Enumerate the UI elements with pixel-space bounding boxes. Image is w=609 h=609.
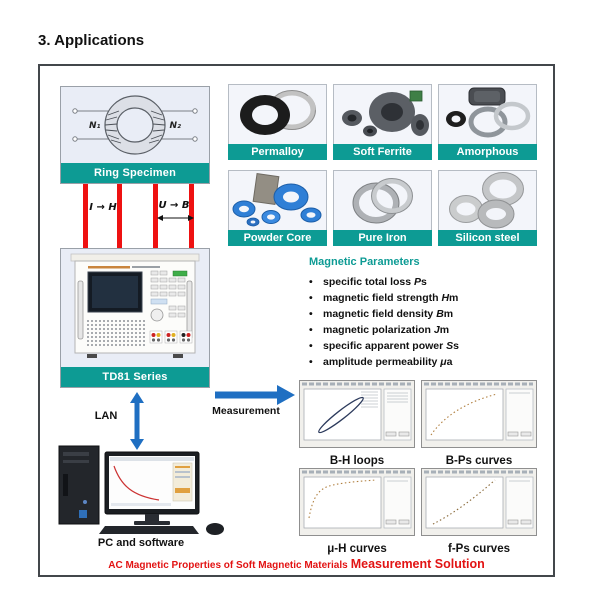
material-card-powder-core bbox=[228, 170, 327, 246]
winding-n2-label: N₂ bbox=[169, 121, 181, 131]
material-label: Silicon steel bbox=[438, 230, 537, 246]
parameter-text: magnetic field density bbox=[323, 308, 437, 320]
material-card-permalloy bbox=[228, 84, 327, 160]
chart-fps-curves bbox=[421, 468, 537, 555]
connection-line-2 bbox=[117, 184, 122, 248]
lan-arrow-icon bbox=[129, 392, 145, 450]
material-card-soft-ferrite bbox=[333, 84, 432, 160]
chart-caption: f-Ps curves bbox=[447, 543, 510, 555]
page-title: 3. Applications bbox=[38, 32, 145, 49]
footer-prefix: AC Magnetic Properties of Soft Magnetic Materials bbox=[108, 560, 348, 571]
parameters-heading: Magnetic Parameters bbox=[309, 256, 420, 268]
steel-cores-icon bbox=[439, 171, 536, 229]
ring-specimen-drawing bbox=[61, 87, 209, 163]
ring-specimen-label: Ring Specimen bbox=[61, 163, 209, 183]
lan-label: LAN bbox=[94, 410, 118, 422]
parameter-item bbox=[309, 308, 549, 320]
muh-curve-thumbnail-icon bbox=[299, 468, 415, 536]
parameter-symbol: B bbox=[436, 308, 444, 320]
connection-line-1 bbox=[83, 184, 88, 248]
amorphous-photo bbox=[438, 84, 537, 144]
powder-core-photo bbox=[228, 170, 327, 230]
double-arrow-icon bbox=[157, 214, 194, 222]
material-card-amorphous bbox=[438, 84, 537, 160]
chart-caption: B-H loops bbox=[329, 455, 385, 467]
parameter-item bbox=[309, 292, 549, 304]
ring-specimen-panel bbox=[60, 86, 210, 184]
parameter-subscript: s bbox=[453, 340, 459, 352]
chart-muh-curves bbox=[299, 468, 415, 555]
permalloy-rings-icon bbox=[229, 85, 326, 143]
chart-caption: B-Ps curves bbox=[445, 455, 513, 467]
material-label: Pure Iron bbox=[333, 230, 432, 246]
powder-cores-icon bbox=[229, 171, 326, 229]
instrument-icon bbox=[61, 249, 209, 367]
bullet-icon: • bbox=[309, 356, 313, 368]
toroid-diagram-icon bbox=[61, 87, 209, 163]
parameter-text: amplitude permeability bbox=[323, 356, 441, 368]
chart-bh-loops bbox=[299, 380, 415, 467]
parameter-subscript: m bbox=[443, 308, 454, 320]
voltage-to-b-label: U → B bbox=[158, 200, 190, 211]
pure-iron-photo bbox=[333, 170, 432, 230]
material-label: Amorphous bbox=[438, 144, 537, 160]
parameter-subscript: m bbox=[439, 324, 450, 336]
parameter-item bbox=[309, 276, 549, 288]
soft-ferrite-photo bbox=[333, 84, 432, 144]
fps-curve-thumbnail-icon bbox=[421, 468, 537, 536]
material-label: Powder Core bbox=[228, 230, 327, 246]
pc-label: PC and software bbox=[97, 537, 185, 549]
parameter-item bbox=[309, 340, 549, 352]
current-to-h-label: I → H bbox=[89, 202, 117, 213]
parameter-symbol: S bbox=[446, 340, 454, 352]
material-label: Permalloy bbox=[228, 144, 327, 160]
permalloy-photo bbox=[228, 84, 327, 144]
parameter-text: specific apparent power bbox=[323, 340, 447, 352]
iron-rings-icon bbox=[334, 171, 431, 229]
parameter-item bbox=[309, 324, 549, 336]
parameter-subscript: a bbox=[446, 356, 453, 368]
measurement-arrow-icon bbox=[215, 384, 295, 406]
parameter-item bbox=[309, 356, 549, 368]
parameter-subscript: m bbox=[449, 292, 459, 304]
bh-loop-thumbnail-icon bbox=[299, 380, 415, 448]
footer-tagline bbox=[40, 555, 553, 573]
material-label: Soft Ferrite bbox=[333, 144, 432, 160]
bullet-icon: • bbox=[309, 324, 313, 336]
material-card-silicon-steel bbox=[438, 170, 537, 246]
bullet-icon: • bbox=[309, 292, 313, 304]
td81-photo bbox=[61, 249, 209, 367]
winding-n1-label: N₁ bbox=[89, 121, 101, 131]
parameter-subscript: s bbox=[421, 276, 427, 288]
parameter-symbol: H bbox=[441, 292, 450, 304]
bullet-icon: • bbox=[309, 308, 313, 320]
bullet-icon: • bbox=[309, 276, 313, 288]
parameter-symbol: μ bbox=[440, 356, 447, 368]
td81-label: TD81 Series bbox=[61, 367, 209, 387]
chart-bps-curves bbox=[421, 380, 537, 467]
content-frame bbox=[38, 64, 555, 577]
ferrite-cores-icon bbox=[334, 85, 431, 143]
material-card-pure-iron bbox=[333, 170, 432, 246]
bps-curve-thumbnail-icon bbox=[421, 380, 537, 448]
bullet-icon: • bbox=[309, 340, 313, 352]
td81-panel bbox=[60, 248, 210, 388]
parameter-symbol: P bbox=[414, 276, 422, 288]
parameter-symbol: J bbox=[433, 324, 440, 336]
chart-caption: μ-H curves bbox=[327, 543, 387, 555]
measurement-label: Measurement bbox=[212, 405, 280, 417]
parameter-text: magnetic field strength bbox=[323, 292, 442, 304]
footer-emphasis: Measurement Solution bbox=[350, 557, 485, 571]
amorphous-cores-icon bbox=[439, 85, 536, 143]
parameter-text: magnetic polarization bbox=[323, 324, 434, 336]
parameter-text: specific total loss bbox=[323, 276, 415, 288]
pc-icon bbox=[55, 444, 245, 536]
silicon-steel-photo bbox=[438, 170, 537, 230]
